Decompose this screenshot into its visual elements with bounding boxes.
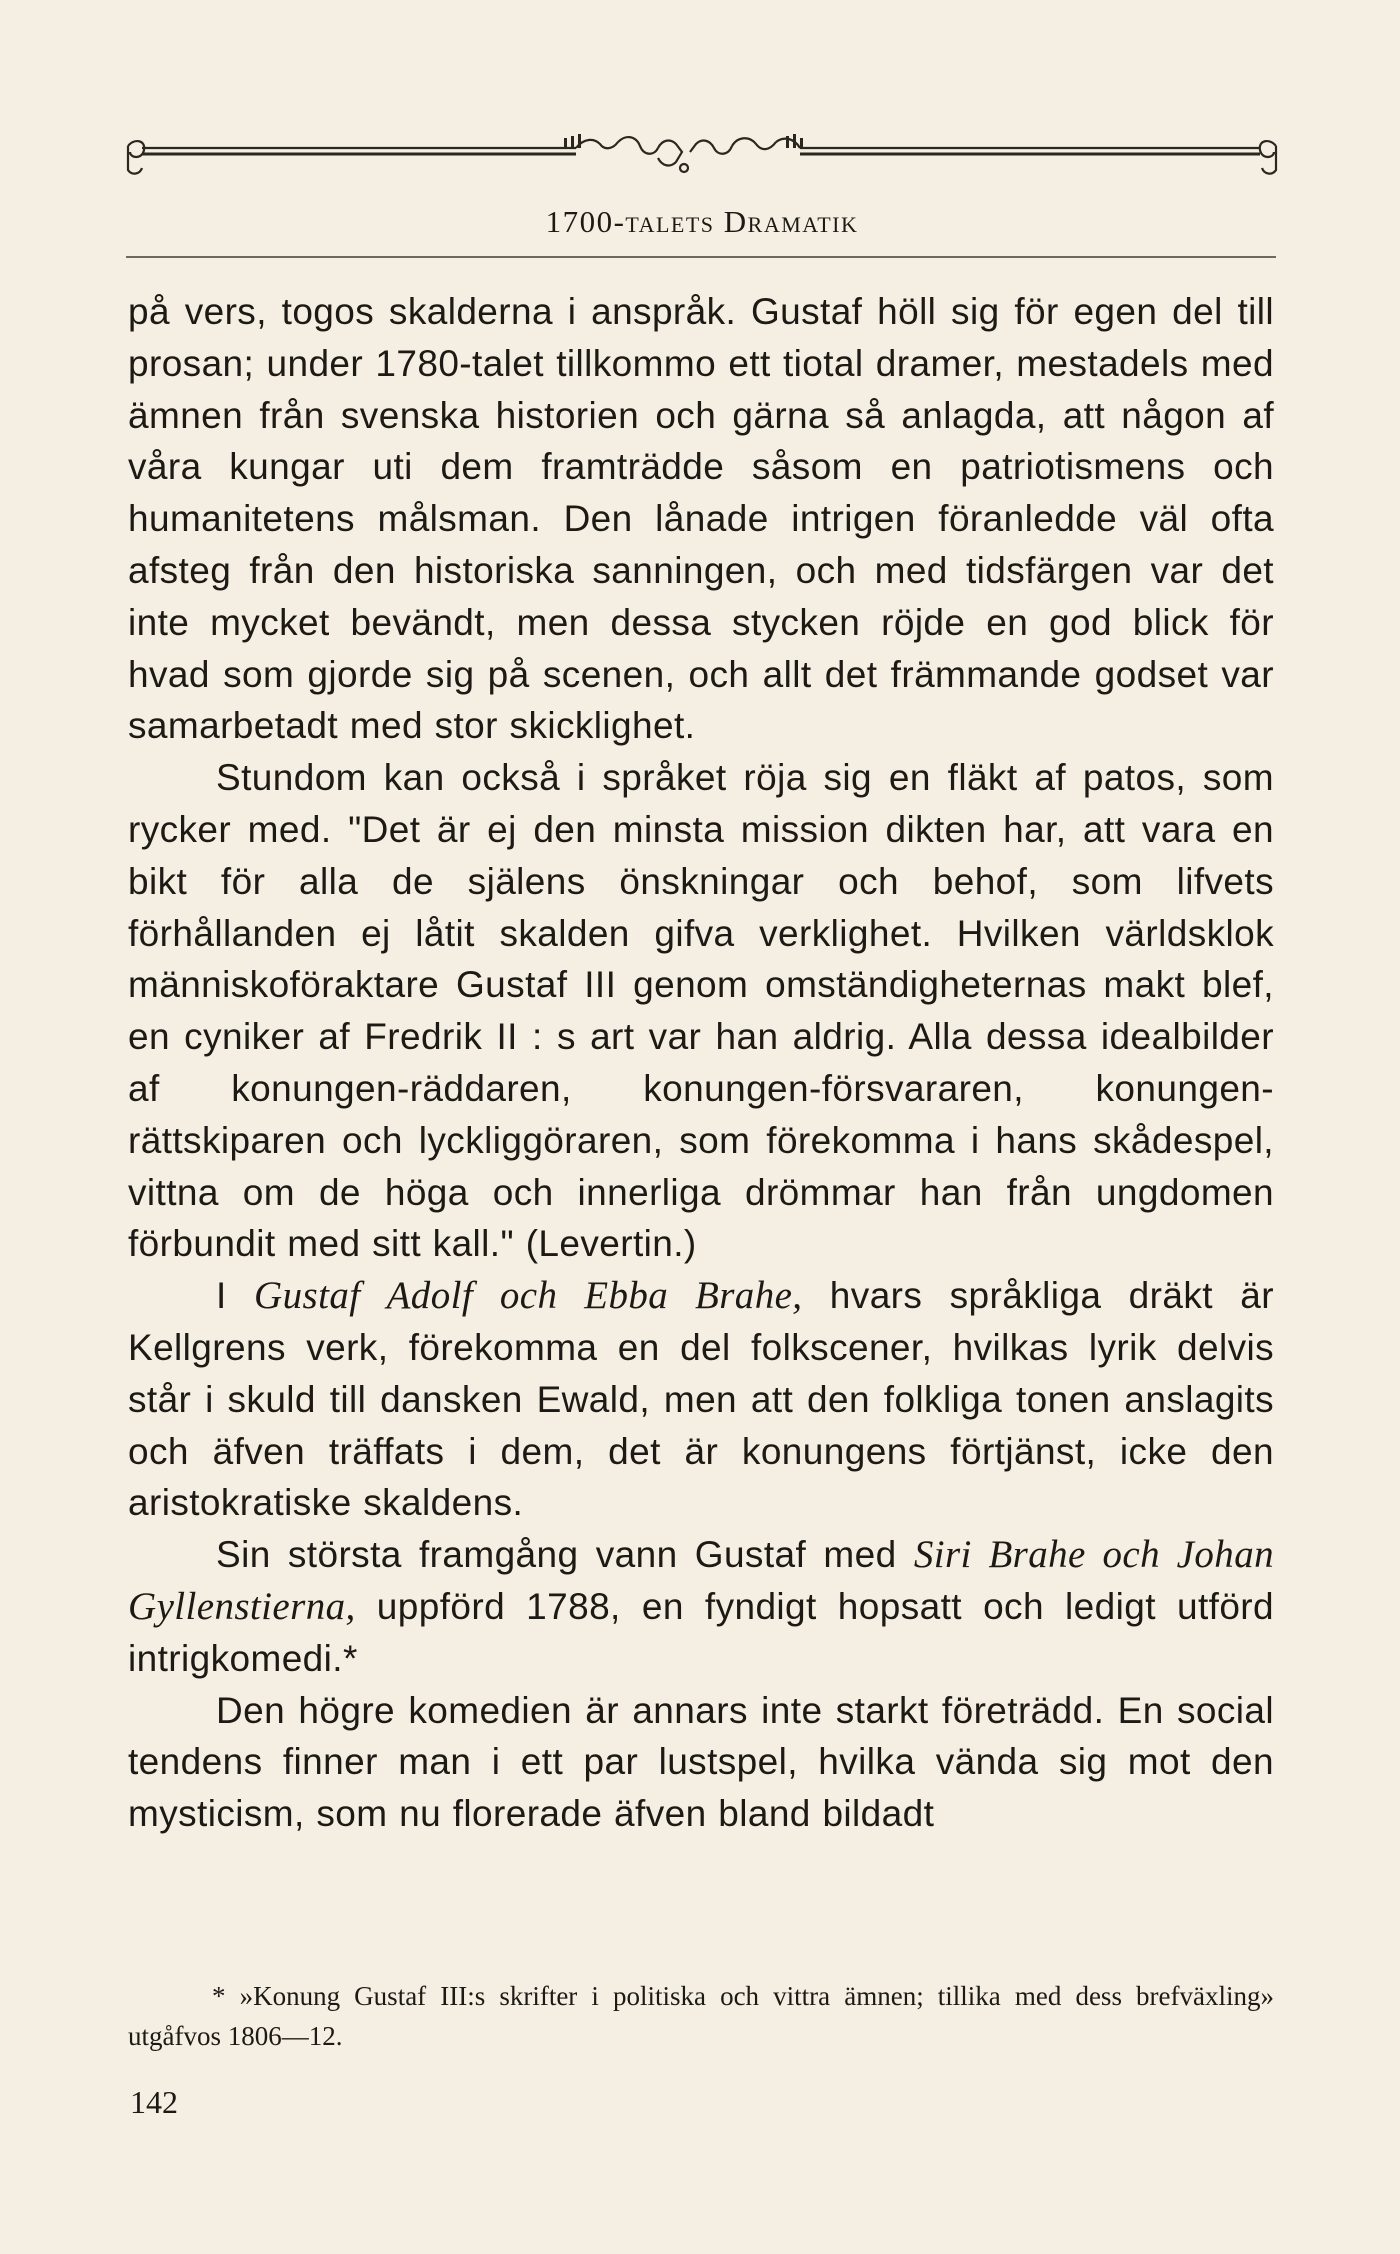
running-head-main: Dramatik xyxy=(723,204,859,239)
paragraph-4-start: Sin största framgång vann Gustaf med xyxy=(216,1534,914,1576)
page-number: 142 xyxy=(130,2084,178,2120)
paragraph-5: Den högre komedien är annars inte starkt företrädd. En social tendens finner man i ett par lustspel, hvilka vända sig mot den mysticism, som nu florerade äfven bland bildadt xyxy=(128,1689,1274,1835)
header-ornament-icon xyxy=(124,132,1280,184)
paragraph-2: Stundom kan också i språket röja sig en fläkt af patos, som rycker med. "Det är ej den minsta mission dikten har, att vara en bikt för alla de själens önskningar och behof, som lifvets förhållanden ej låtit skalden gifva verklighet. Hvilken världsklok människoföraktare Gustaf III genom omständigheternas makt blef, en cyniker af Fredrik II : s art var han aldrig. Alla dessa idealbilder af konungen-räddaren, konungen-försvararen, konungen-rättskiparen och lyckliggöraren, som förekomma i hans skådespel, vittna om de höga och innerliga drömmar han från ungdomen förbundit med sitt kall." (Levertin.) xyxy=(128,757,1274,1265)
paragraph-4-rest: uppförd 1788, en fyndigt hopsatt och ledigt utförd intrigkomedi.* xyxy=(128,1585,1274,1679)
running-head-lead: 1700- xyxy=(545,204,626,239)
running-head-lead-caps: talets xyxy=(625,204,715,239)
paragraph-3-rest: hvars språkliga dräkt är Kellgrens verk, förekomma en del folkscener, hvilkas lyrik delvis står i skuld till dansken Ewald, men att den folkliga tonen anslagits och äfven träffats i dem, det är konungens förtjänst, icke den aristokratiske skaldens. xyxy=(128,1275,1274,1524)
header-rule xyxy=(126,256,1276,258)
running-head xyxy=(124,202,1280,242)
work-title-siri-brahe: Siri Brahe och Johan Gyllenstierna, xyxy=(128,1533,1274,1628)
paragraph-1: på vers, togos skalderna i anspråk. Gustaf höll sig för egen del till prosan; under 1780-talet tillkommo ett tiotal dramer, mestadels med ämnen från svenska historien och gärna så anlagda, att någon af våra kungar uti dem framträdde såsom en patriotismens och humanitetens målsman. Den lånade intrigen föranledde väl ofta afsteg från den historiska sanningen, och med tidsfärgen var det inte mycket bevändt, men dessa stycken röjde en god blick för hvad som gjorde sig på scenen, och allt det främmande godset var samarbetadt med stor skicklighet. xyxy=(128,291,1274,747)
paragraph-4 xyxy=(128,1529,1274,1684)
work-title-gustaf-adolf: Gustaf Adolf och Ebba Brahe, xyxy=(254,1274,803,1318)
paragraph-3-start: I xyxy=(216,1275,255,1317)
footnote: * »Konung Gustaf III:s skrifter i politiska och vittra ämnen; tillika med dess brefväxling» utgåfvos 1806—12. xyxy=(128,1981,1274,2051)
paragraph-3 xyxy=(128,1270,1274,1529)
body-text xyxy=(128,286,1274,1840)
